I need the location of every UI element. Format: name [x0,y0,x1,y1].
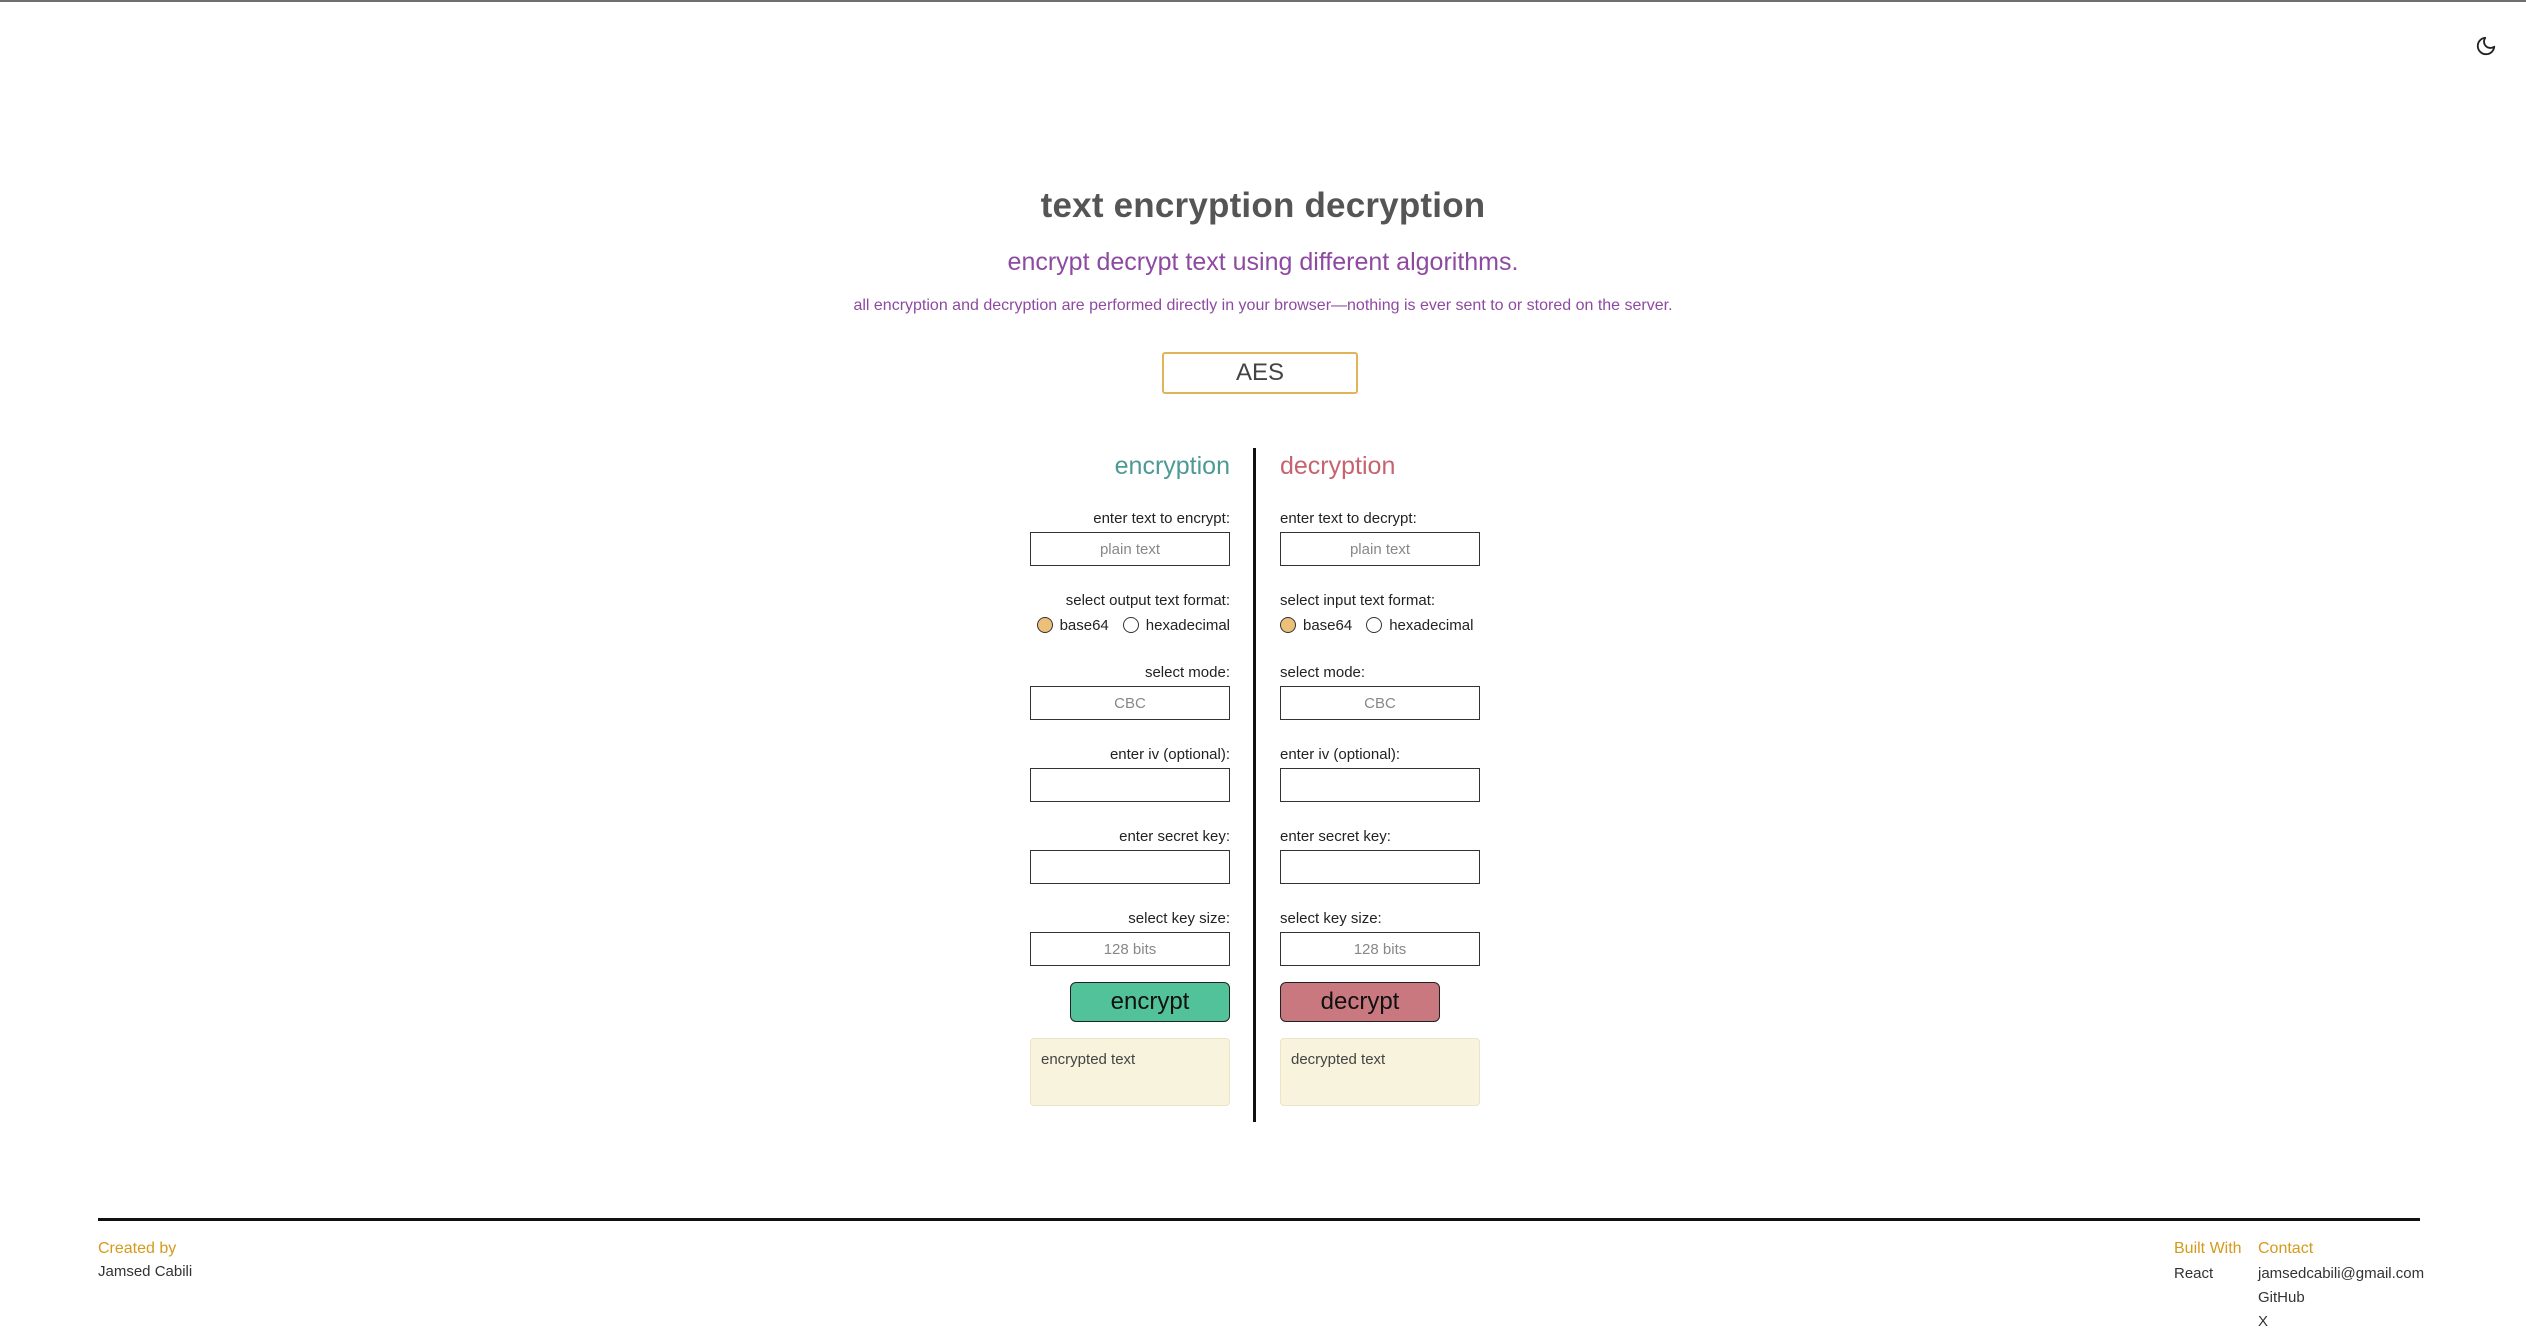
encrypt-input-label: enter text to encrypt: [1093,510,1230,527]
encrypt-keysize-select[interactable]: 128 bits [1030,932,1230,966]
input-format-hex-label: hexadecimal [1389,616,1474,634]
output-format-radio-group [1030,615,1230,635]
encrypted-output[interactable]: encrypted text [1030,1038,1230,1106]
algorithm-select[interactable]: AES [1162,352,1358,394]
input-format-label: select input text format: [1280,592,1436,609]
input-format-hex-radio[interactable] [1366,617,1382,633]
page-title: text encryption decryption [1040,186,1486,225]
privacy-notice: all encryption and decryption are performed directly in your browser—nothing is ever sent to or stored on the server. [853,297,1673,314]
footer-created-by-heading: Created by [98,1240,177,1257]
encrypt-text-input[interactable]: plain text [1030,532,1230,566]
page-header [0,186,2526,315]
encrypt-key-input[interactable] [1030,850,1230,884]
footer-built-with-react[interactable]: React [2174,1265,2214,1282]
footer-contact-email-link[interactable]: jamsedcabili@gmail.com [2258,1265,2425,1282]
encrypt-mode-label: select mode: [1144,664,1230,681]
decrypt-iv-input[interactable] [1280,768,1480,802]
footer-author: Jamsed Cabili [98,1263,193,1280]
decrypt-button[interactable]: decrypt [1280,982,1440,1022]
output-format-hex-radio[interactable] [1123,617,1139,633]
output-format-label: select output text format: [1065,592,1230,609]
encrypt-button[interactable]: encrypt [1070,982,1230,1022]
moon-icon [2475,35,2497,57]
output-format-hex-label: hexadecimal [1145,616,1230,634]
theme-toggle-button[interactable] [2470,30,2502,62]
page-subtitle: encrypt decrypt text using different algorithms. [1007,248,1519,276]
decrypt-key-input[interactable] [1280,850,1480,884]
encryption-title: encryption [1114,452,1230,480]
footer-contact-heading: Contact [2258,1240,2314,1257]
footer-built-with-heading: Built With [2174,1240,2242,1257]
encryption-panel [1030,448,1230,1068]
decrypted-output[interactable]: decrypted text [1280,1038,1480,1106]
encrypt-key-label: enter secret key: [1119,828,1230,845]
encrypt-iv-label: enter iv (optional): [1109,746,1230,763]
decryption-panel [1280,448,1480,1068]
footer-divider [98,1218,2420,1221]
footer-contact-x-link[interactable]: X [2258,1313,2269,1330]
decrypt-input-label: enter text to decrypt: [1280,510,1417,527]
decrypt-mode-label: select mode: [1280,664,1366,681]
decrypt-key-label: enter secret key: [1280,828,1391,845]
input-format-radio-group [1280,615,1480,635]
input-format-base64-radio[interactable] [1280,617,1296,633]
decrypt-text-input[interactable]: plain text [1280,532,1480,566]
encrypt-iv-input[interactable] [1030,768,1230,802]
footer-contact-github-link[interactable]: GitHub [2258,1289,2305,1306]
encrypt-keysize-label: select key size: [1128,910,1230,927]
decrypt-mode-select[interactable]: CBC [1280,686,1480,720]
top-border [0,0,2526,2]
input-format-base64-label: base64 [1303,616,1353,634]
panel-divider [1253,448,1256,1122]
decrypt-keysize-select[interactable]: 128 bits [1280,932,1480,966]
decrypt-keysize-label: select key size: [1280,910,1382,927]
output-format-base64-radio[interactable] [1037,617,1053,633]
decryption-title: decryption [1280,452,1396,480]
decrypt-iv-label: enter iv (optional): [1280,746,1401,763]
encrypt-mode-select[interactable]: CBC [1030,686,1230,720]
output-format-base64-label: base64 [1059,616,1109,634]
